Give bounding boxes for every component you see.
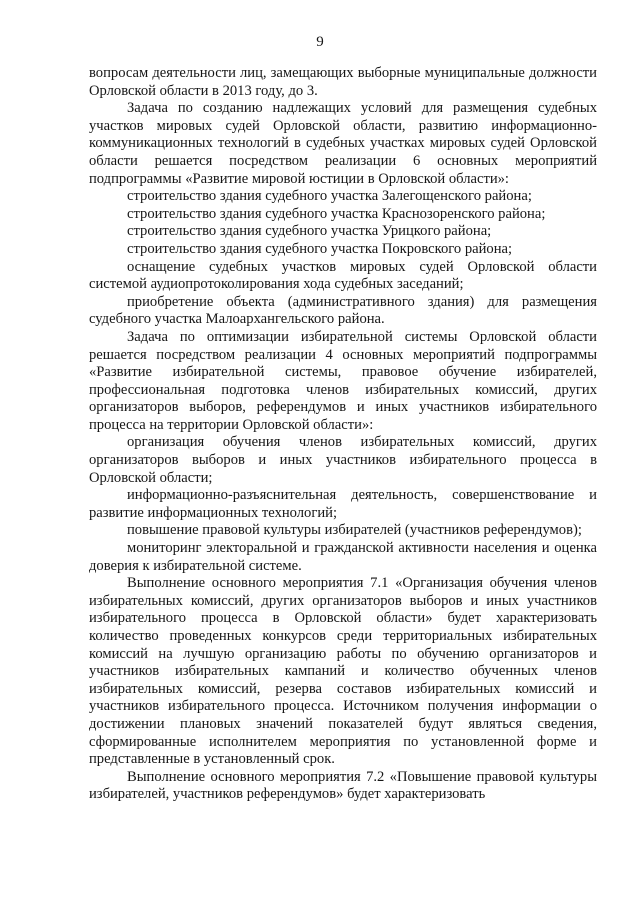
paragraph-5: строительство здания судебного участка Покровского района; (127, 240, 513, 257)
paragraph-14: Выполнение основного мероприятия 7.2 «Повышение правовой культуры избирателей, участников референдумов» будет характеризовать (89, 768, 597, 803)
paragraph-4: строительство здания судебного участка Урицкого района; (127, 223, 492, 240)
paragraph-10: информационно-разъяснительная деятельность, совершенствование и развитие информационных технологий; (89, 487, 597, 521)
paragraph-7: приобретение объекта (административного здания) для размещения судебного участка Малоархангельского района. (89, 293, 597, 328)
paragraph-11: повышение правовой культуры избирателей (участников референдумов); (127, 522, 582, 539)
page-number: 9 (316, 34, 324, 50)
document-body (89, 65, 597, 804)
paragraph-8: Задача по оптимизации избирательной системы Орловской области решается посредством реализации 4 основных мероприятий подпрограммы «Развитие избирательной системы, правовое обучение избирателей, профессиональная подготовка членов избирательных комиссий, других организаторов выборов, референдумов и иных участников избирательного процесса на территории Орловской области»: (89, 328, 597, 433)
paragraph-2: строительство здания судебного участка Залегощенского района; (127, 188, 532, 205)
paragraph-3: строительство здания судебного участка Краснозоренского района; (127, 205, 546, 222)
paragraph-13: Выполнение основного мероприятия 7.1 «Организация обучения членов избирательных комиссий, других организаторов выборов и иных участников избирательного процесса в Орловской области» будет характеризовать количество проведенных конкурсов среди территориальных избирательных комиссий на лучшую организацию работы по обучению организаторов и участников избирательных кампаний и количество обученных членов избирательных комиссий, резерва составов избирательных комиссий и участников избирательного процесса. Источником получения информации о достижении плановых значений показателей будут являться сведения, сформированные исполнителем мероприятия по установленной форме и представленные в установленный срок. (89, 575, 597, 768)
paragraph-0: вопросам деятельности лиц, замещающих выборные муниципальные должности Орловской области в 2013 году, до 3. (89, 65, 597, 99)
paragraph-9: организация обучения членов избирательных комиссий, других организаторов выборов и иных участников избирательного процесса в Орловской области; (89, 434, 597, 486)
paragraph-12: мониторинг электоральной и гражданской активности населения и оценка доверия к избирательной системе. (89, 540, 597, 574)
paragraph-6: оснащение судебных участков мировых судей Орловской области системой аудиопротоколирования хода судебных заседаний; (89, 258, 597, 293)
paragraph-1: Задача по созданию надлежащих условий для размещения судебных участков мировых судей Орловской области, развитию информационно-коммуникационных технологий в судебных участках мировых судей Орловской области решается посредством реализации 6 основных мероприятий подпрограммы «Развитие мировой юстиции в Орловской области»: (89, 100, 597, 187)
